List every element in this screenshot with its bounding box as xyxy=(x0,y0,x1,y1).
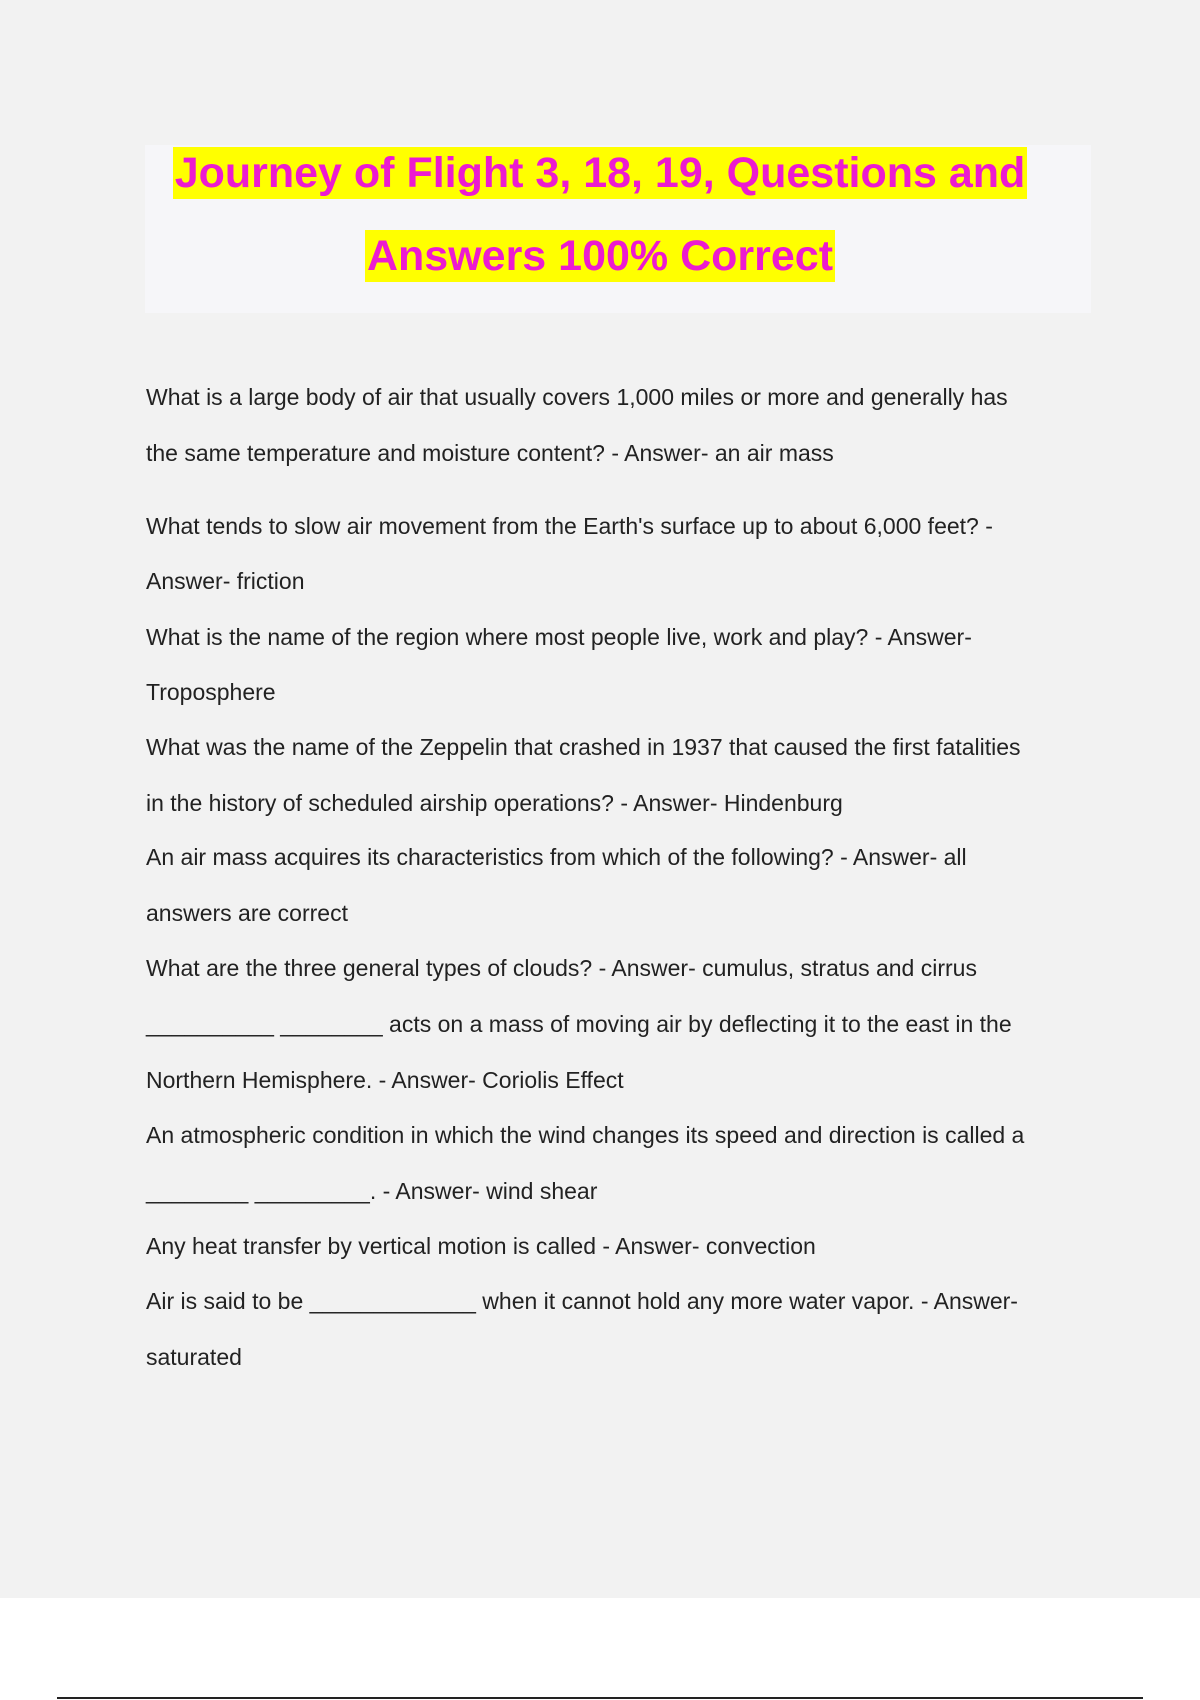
body-line: Any heat transfer by vertical motion is called - Answer- convection xyxy=(146,1233,816,1259)
body-line: Answer- friction xyxy=(146,568,305,594)
body-line: What is the name of the region where most people live, work and play? - Answer- xyxy=(146,624,972,650)
body-line: Northern Hemisphere. - Answer- Coriolis Effect xyxy=(146,1067,624,1093)
document-title-line-1: Journey of Flight 3, 18, 19, Questions and xyxy=(174,149,1026,197)
body-line: Air is said to be _____________ when it cannot hold any more water vapor. - Answer- xyxy=(146,1288,1018,1314)
body-line: Troposphere xyxy=(146,679,276,705)
body-line: the same temperature and moisture content? - Answer- an air mass xyxy=(146,440,834,466)
body-line: An air mass acquires its characteristics from which of the following? - Answer- all xyxy=(146,844,967,870)
body-line: What is a large body of air that usually covers 1,000 miles or more and generally has xyxy=(146,384,1008,410)
body-line: answers are correct xyxy=(146,900,348,926)
body-line: ________ _________. - Answer- wind shear xyxy=(146,1178,598,1204)
body-line: What was the name of the Zeppelin that crashed in 1937 that caused the first fatalities xyxy=(146,734,1021,760)
bottom-divider xyxy=(57,1697,1143,1699)
body-line: saturated xyxy=(146,1344,242,1370)
body-line: What tends to slow air movement from the Earth's surface up to about 6,000 feet? - xyxy=(146,513,993,539)
body-line: An atmospheric condition in which the wind changes its speed and direction is called a xyxy=(146,1122,1025,1148)
body-line: __________ ________ acts on a mass of moving air by deflecting it to the east in the xyxy=(146,1011,1012,1037)
title-row-1 xyxy=(0,147,1200,199)
document-title-line-2: Answers 100% Correct xyxy=(366,232,834,280)
body-line: What are the three general types of clouds? - Answer- cumulus, stratus and cirrus xyxy=(146,955,977,981)
body-line: in the history of scheduled airship operations? - Answer- Hindenburg xyxy=(146,790,843,816)
title-row-2 xyxy=(0,230,1200,282)
